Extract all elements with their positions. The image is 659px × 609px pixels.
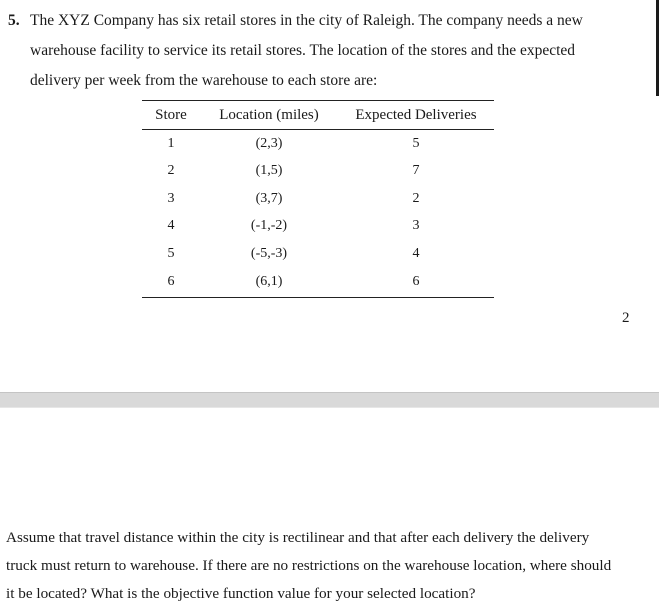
table-row (142, 240, 494, 268)
cell-location: (-1,-2) (250, 218, 288, 234)
continuation-line-2: truck must return to warehouse. If there are no restrictions on the warehouse location, where should (6, 557, 612, 574)
header-location: Location (miles) (200, 101, 338, 130)
cell-deliveries: 7 (412, 163, 420, 179)
cell-deliveries: 6 (338, 268, 494, 298)
question-number: 5. (8, 12, 20, 29)
question-text (8, 6, 628, 96)
cell-deliveries: 2 (412, 190, 420, 206)
table-row (142, 130, 494, 158)
continuation-line-3: it be located? What is the objective function value for your selected location? (6, 585, 476, 602)
cell-location: (-5,-3) (250, 245, 288, 261)
question-line-3: delivery per week from the warehouse to each store are: (30, 72, 378, 89)
page-number: 2 (622, 310, 630, 326)
cell-location: (6,1) (200, 268, 338, 298)
header-deliveries: Expected Deliveries (338, 101, 494, 130)
cell-location: (2,3) (255, 135, 283, 151)
table-header-row (142, 101, 494, 130)
table-row (142, 213, 494, 241)
question-line-2: warehouse facility to service its retail stores. The location of the stores and the expected (30, 42, 576, 59)
cell-store: 1 (167, 135, 175, 151)
table-row (142, 268, 494, 298)
cell-store: 2 (167, 163, 175, 179)
cell-store: 6 (142, 268, 200, 298)
continuation-line-1: Assume that travel distance within the city is rectilinear and that after each delivery the delivery (6, 529, 590, 546)
header-store: Store (142, 101, 200, 130)
store-table (142, 100, 494, 298)
cell-location: (1,5) (255, 163, 283, 179)
cell-location: (3,7) (255, 190, 283, 206)
cell-deliveries: 4 (412, 245, 420, 261)
table-row (142, 158, 494, 186)
cell-store: 5 (167, 245, 175, 261)
cell-store: 4 (167, 218, 175, 234)
question-line-1: 5. The XYZ Company has six retail stores in the city of Raleigh. The company needs a new (8, 6, 628, 36)
cell-store: 3 (167, 190, 175, 206)
page-separator (0, 392, 659, 408)
cell-deliveries: 3 (412, 218, 420, 234)
cell-deliveries: 5 (412, 135, 420, 151)
table-row (142, 185, 494, 213)
continuation-text (6, 524, 646, 608)
